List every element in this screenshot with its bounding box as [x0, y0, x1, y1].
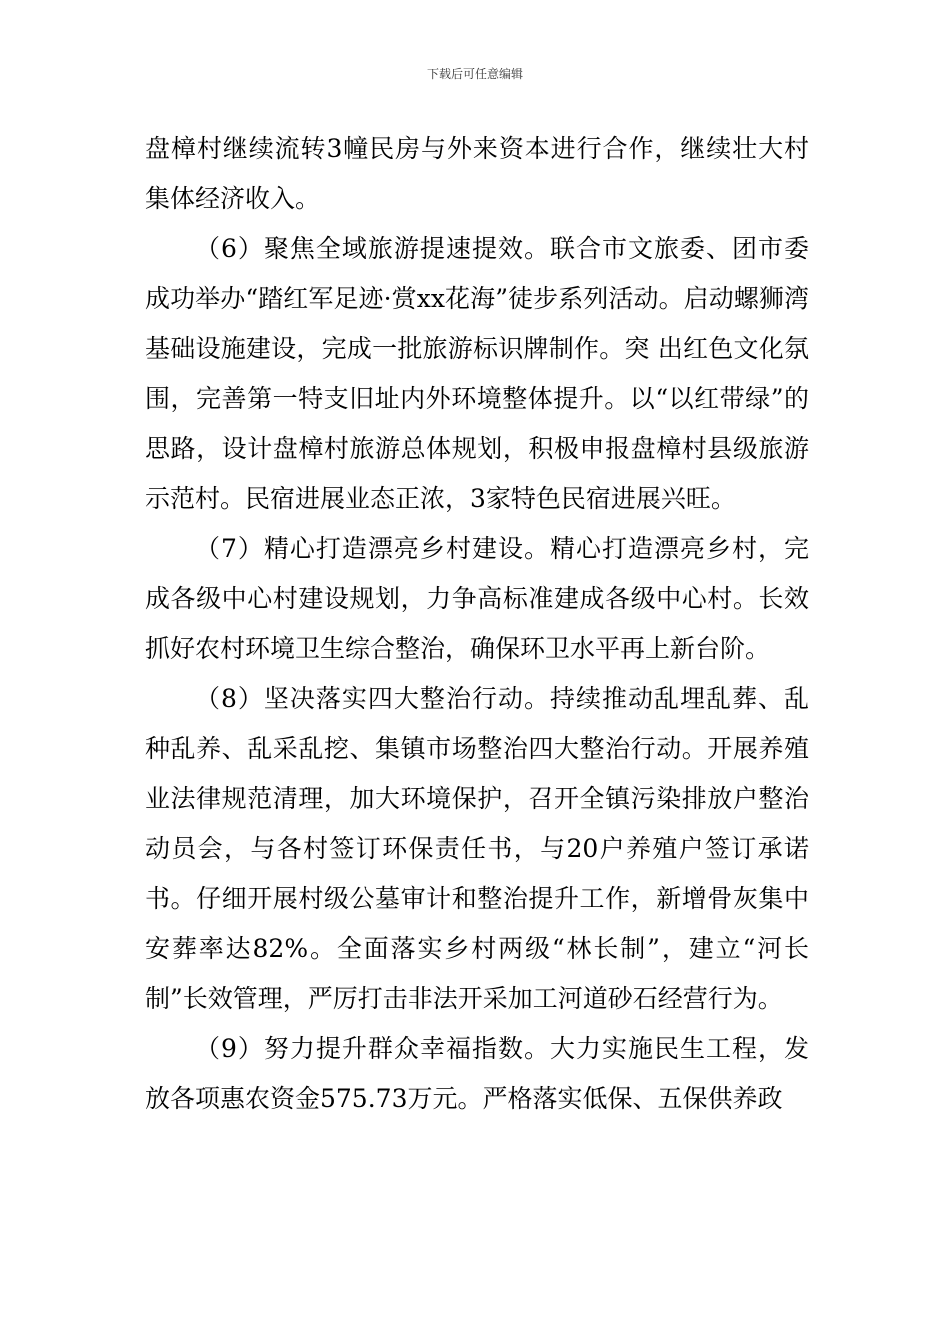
paragraph-rectification: （8）坚决落实四大整治行动。持续推动乱埋乱葬、乱种乱养、乱采乱挖、集镇市场整治四大整治行动。开展养殖业法律规范清理，加大环境保护，召开全镇污染排放户整治动员会，与各村签订环保责任书，与20户养殖户签订承诺书。仔细开展村级公墓审计和整治提升工作，新增骨灰集中安葬率达82%。全面落实乡村两级“林长制”，建立“河长制”长效管理，严厉打击非法开采加工河道砂石经营行为。 — [145, 684, 809, 1013]
page-header: 下载后可任意编辑 — [426, 67, 523, 81]
paragraph-tourism: （6）聚焦全域旅游提速提效。联合市文旅委、团市委成功举办“踏红军足迹·赏xx花海”徒步系列活动。启动螺狮湾基础设施建设，完成一批旅游标识牌制作。突 出红色文化氛围，完善第一特支旧址内外环境整体提升。以“以红带绿”的思路，设计盘樟村旅游总体规划，积极申报盘樟村县级旅游示范村。民宿进展业态正浓，3家特色民宿进展兴旺。 — [145, 234, 809, 513]
paragraph-continuation: 盘樟村继续流转3幢民房与外来资本进行合作，继续壮大村集体经济收入。 — [145, 134, 809, 213]
paragraph-happiness-index: （9）努力提升群众幸福指数。大力实施民生工程，发放各项惠农资金575.73万元。严格落实低保、五保供养政 — [145, 1034, 809, 1113]
paragraph-village-construction: （7）精心打造漂亮乡村建设。精心打造漂亮乡村，完成各级中心村建设规划，力争高标准建成各级中心村。长效抓好农村环境卫生综合整治，确保环卫水平再上新台阶。 — [145, 534, 809, 663]
document-body — [145, 124, 809, 1124]
